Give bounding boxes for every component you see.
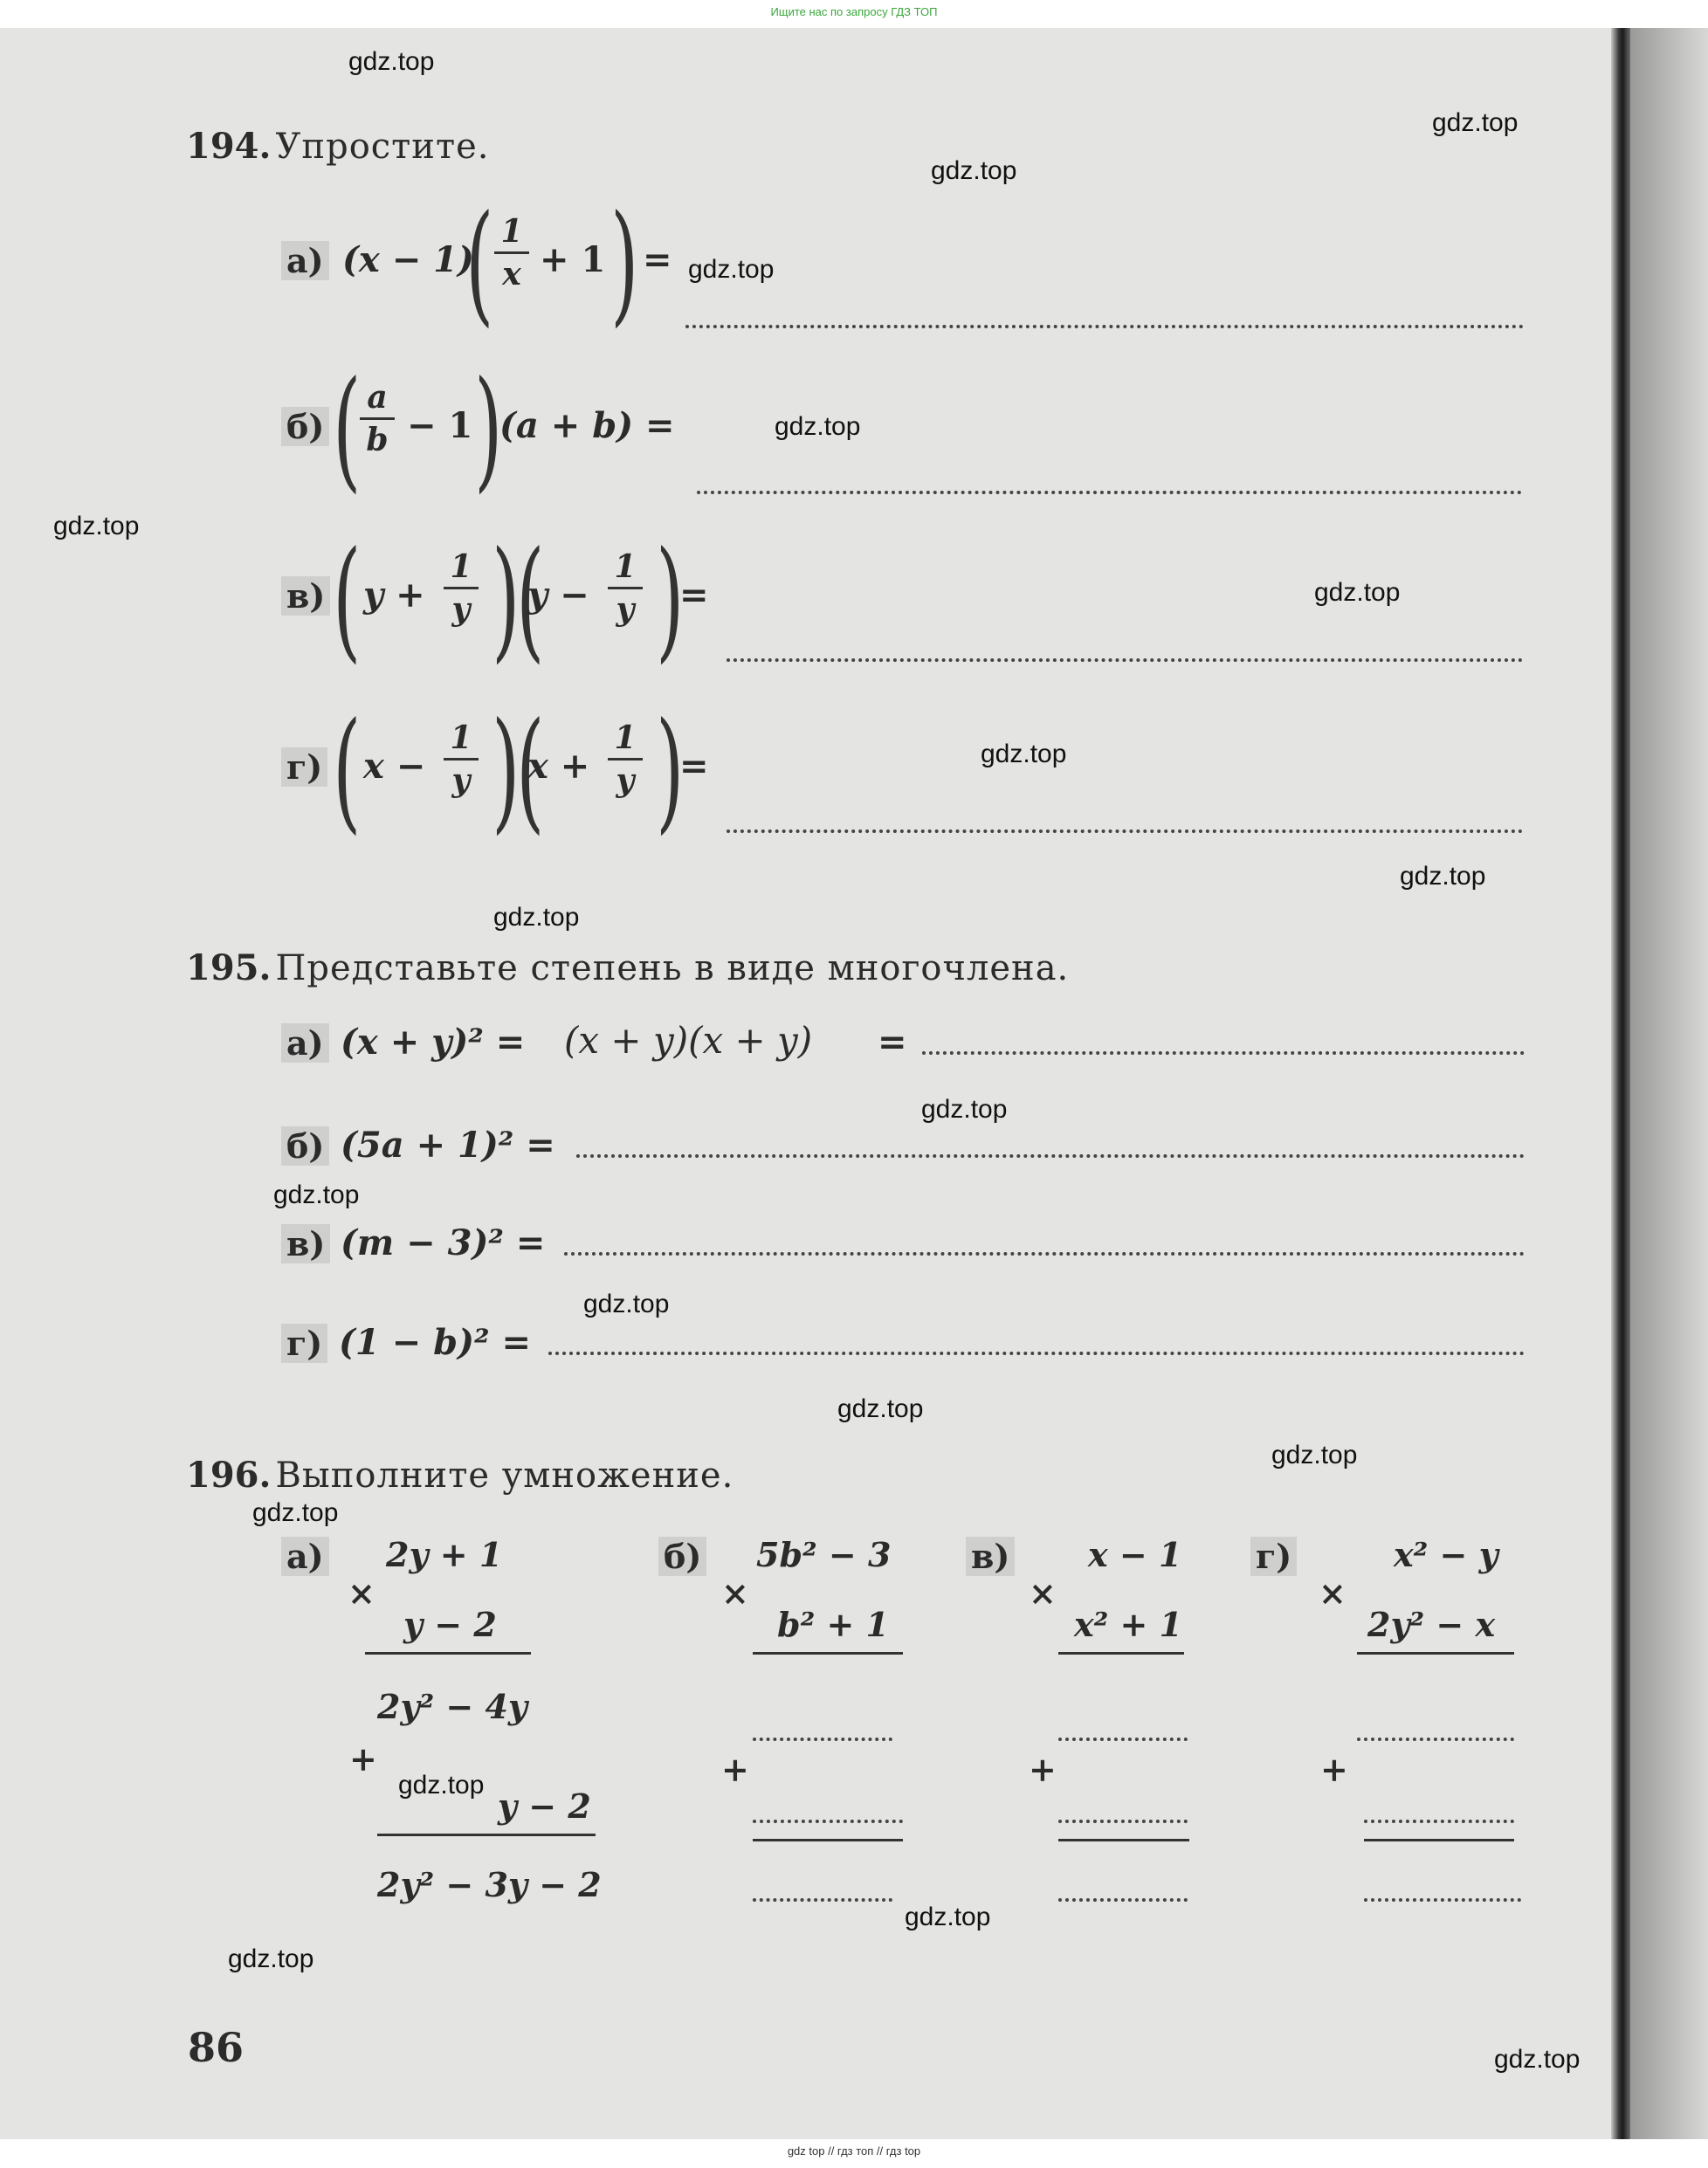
- watermark: gdz.top: [837, 1394, 924, 1423]
- plus-sign: +: [1029, 1750, 1057, 1789]
- watermark: gdz.top: [1271, 1441, 1358, 1469]
- factor-2: 2y² − x: [1367, 1605, 1496, 1644]
- watermark: gdz.top: [398, 1771, 485, 1800]
- plus-sign: +: [721, 1750, 749, 1789]
- task-number: 196.: [186, 1455, 272, 1496]
- textbook-page: [0, 28, 1642, 2139]
- watermark: gdz.top: [273, 1180, 360, 1209]
- watermark: gdz.top: [775, 412, 861, 441]
- expression: x −: [363, 746, 426, 787]
- times-sign: ×: [1319, 1573, 1346, 1613]
- task-194-heading: [186, 126, 489, 167]
- equals: =: [878, 1022, 907, 1063]
- watermark: gdz.top: [1314, 578, 1401, 607]
- answer-line[interactable]: [697, 491, 1522, 494]
- column-line: [1058, 1839, 1189, 1841]
- column-line: [377, 1834, 596, 1836]
- book-spine: [1611, 28, 1630, 2139]
- fraction: 1 y: [444, 548, 479, 628]
- task-195-heading: [186, 947, 1069, 988]
- fraction: a b: [360, 379, 395, 458]
- factor-2: x² + 1: [1074, 1605, 1183, 1644]
- answer-line[interactable]: [1364, 1898, 1521, 1902]
- answer-line[interactable]: [753, 1898, 892, 1902]
- watermark: gdz.top: [931, 156, 1017, 185]
- left-paren: (: [333, 524, 362, 676]
- watermark: gdz.top: [53, 512, 140, 540]
- fraction: 1 x: [494, 213, 529, 293]
- watermark: gdz.top: [1494, 2045, 1581, 2074]
- expression: x +: [527, 746, 590, 787]
- column-line: [1058, 1652, 1184, 1655]
- left-paren: (: [465, 188, 494, 340]
- column-line: [753, 1652, 903, 1655]
- task-title: Выполните умножение.: [275, 1456, 734, 1496]
- expression: (1 − b)² =: [339, 1322, 531, 1363]
- column-line: [1364, 1839, 1514, 1841]
- top-banner: Ищите нас по запросу ГДЗ ТОП: [770, 5, 938, 18]
- item-label: г): [1250, 1537, 1297, 1576]
- left-paren: (: [333, 354, 362, 506]
- watermark: gdz.top: [1400, 862, 1486, 891]
- item-label: в): [281, 1224, 330, 1263]
- equals: =: [679, 746, 709, 787]
- answer-line[interactable]: [1058, 1820, 1188, 1823]
- watermark: gdz.top: [348, 47, 435, 76]
- expression: y +: [363, 575, 425, 616]
- handwritten-answer: (x + y)(x + y): [564, 1019, 813, 1062]
- item-label: г): [281, 747, 327, 787]
- right-paren: ): [610, 188, 639, 340]
- times-sign: ×: [721, 1573, 749, 1613]
- answer-line[interactable]: [548, 1352, 1525, 1355]
- column-line: [753, 1839, 903, 1841]
- task-number: 195.: [186, 947, 272, 988]
- factor-1: x² − y: [1394, 1535, 1498, 1574]
- answer-line[interactable]: [685, 325, 1524, 328]
- watermark: gdz.top: [981, 740, 1067, 768]
- expression: + 1: [540, 239, 606, 280]
- factor-1: 2y + 1: [386, 1535, 503, 1574]
- right-paren: ): [656, 695, 685, 847]
- answer-line[interactable]: [753, 1738, 892, 1741]
- answer-line[interactable]: [1357, 1738, 1514, 1741]
- expression: (a + b) =: [499, 405, 675, 446]
- answer-line[interactable]: [922, 1051, 1525, 1055]
- times-sign: ×: [348, 1573, 375, 1613]
- answer-line[interactable]: [1364, 1820, 1514, 1823]
- bottom-banner: gdz top // гдз топ // гдз top: [787, 2144, 921, 2158]
- page-number: 86: [188, 2024, 244, 2071]
- left-paren: (: [516, 524, 545, 676]
- answer-line[interactable]: [727, 658, 1523, 662]
- answer-line[interactable]: [753, 1820, 903, 1823]
- watermark: gdz.top: [1432, 108, 1519, 137]
- left-paren: (: [333, 695, 362, 847]
- item-label: а): [281, 1023, 329, 1063]
- right-paren: ): [656, 524, 685, 676]
- partial-product-1: 2y² − 4y: [377, 1687, 527, 1726]
- answer-line[interactable]: [1058, 1738, 1188, 1741]
- expression: (m − 3)² =: [341, 1222, 546, 1263]
- item-label: а): [281, 241, 329, 280]
- expression: (x − 1): [342, 239, 474, 280]
- watermark: gdz.top: [583, 1290, 670, 1318]
- plus-sign: +: [1320, 1750, 1348, 1789]
- expression: (5a + 1)² =: [341, 1125, 555, 1166]
- item-label: г): [281, 1324, 327, 1363]
- item-label: б): [281, 1126, 329, 1166]
- item-label: в): [281, 576, 330, 616]
- partial-product-2: y − 2: [498, 1786, 591, 1826]
- answer-line[interactable]: [727, 829, 1523, 833]
- right-paren: ): [492, 695, 520, 847]
- answer-line[interactable]: [1058, 1898, 1188, 1902]
- expression: − 1: [407, 405, 473, 446]
- right-paren: ): [492, 524, 520, 676]
- watermark: gdz.top: [921, 1095, 1008, 1124]
- item-label: а): [281, 1537, 329, 1576]
- watermark: gdz.top: [228, 1944, 314, 1973]
- answer-line[interactable]: [564, 1252, 1525, 1256]
- fraction: 1 y: [608, 548, 643, 628]
- item-label: в): [966, 1537, 1015, 1576]
- task-number: 194.: [186, 126, 272, 167]
- left-paren: (: [516, 695, 545, 847]
- equals: =: [643, 239, 672, 280]
- times-sign: ×: [1029, 1573, 1057, 1613]
- watermark: gdz.top: [252, 1498, 339, 1527]
- item-label: б): [281, 407, 329, 446]
- result: 2y² − 3y − 2: [377, 1865, 602, 1904]
- answer-line[interactable]: [576, 1154, 1525, 1158]
- watermark: gdz.top: [688, 255, 775, 284]
- factor-1: x − 1: [1088, 1535, 1182, 1574]
- page-edge: [1630, 28, 1708, 2139]
- watermark: gdz.top: [905, 1903, 991, 1931]
- factor-2: y − 2: [403, 1605, 497, 1644]
- column-line: [1357, 1652, 1514, 1655]
- expression: y −: [527, 575, 589, 616]
- fraction: 1 y: [444, 719, 479, 799]
- fraction: 1 y: [608, 719, 643, 799]
- column-line: [365, 1652, 531, 1655]
- factor-1: 5b² − 3: [756, 1535, 892, 1574]
- factor-2: b² + 1: [777, 1605, 889, 1644]
- item-label: б): [658, 1537, 706, 1576]
- right-paren: ): [474, 354, 503, 506]
- task-196-heading: [186, 1455, 733, 1496]
- expression: (x + y)² =: [341, 1022, 526, 1063]
- equals: =: [679, 575, 709, 616]
- watermark: gdz.top: [493, 903, 580, 932]
- task-title: Представьте степень в виде многочлена.: [275, 948, 1070, 988]
- task-title: Упростите.: [275, 127, 490, 167]
- plus-sign: +: [349, 1739, 377, 1779]
